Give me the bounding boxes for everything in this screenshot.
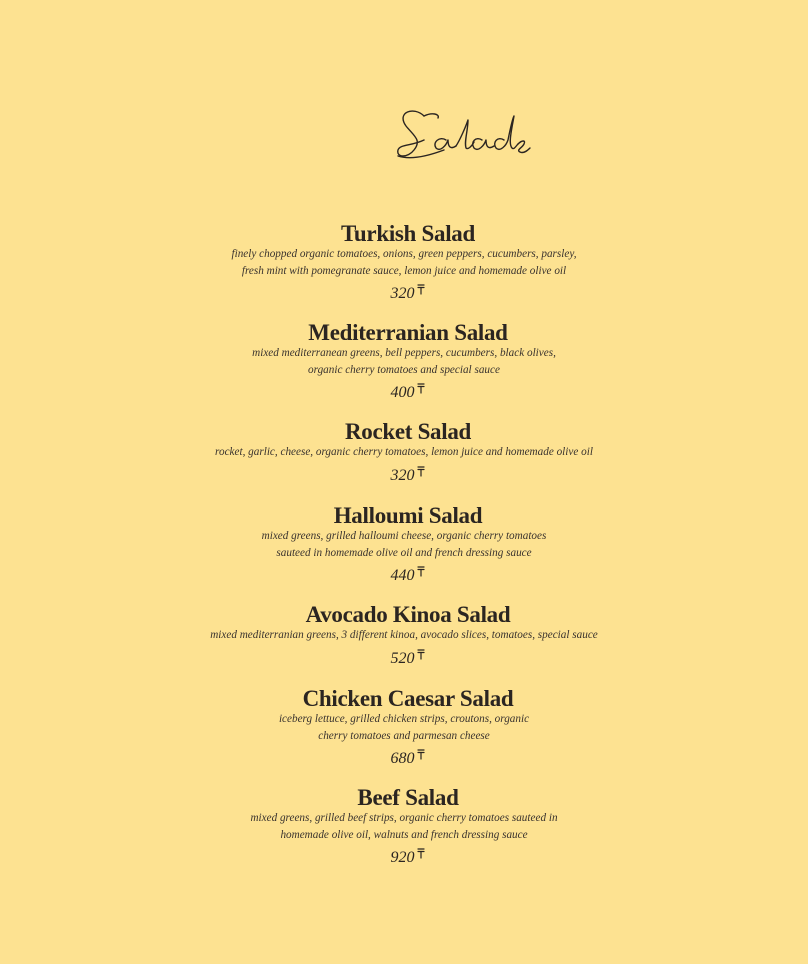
item-description-line: mixed mediterranean greens, bell peppers, cucumbers, black olives, <box>252 347 556 359</box>
menu-item-beef-salad <box>0 786 808 869</box>
menu-item-avocado-kinoa-salad <box>0 603 808 670</box>
item-description-line: fresh mint with pomegranate sauce, lemon juice and homemade olive oil <box>241 264 567 277</box>
menu-item-turkish-salad <box>0 222 808 305</box>
menu-item-chicken-caesar-salad <box>0 687 808 770</box>
item-price: 320 <box>390 285 415 302</box>
item-name: Beef Salad <box>357 785 459 810</box>
item-description-line: mixed greens, grilled beef strips, organic cherry tomatoes sauteed in <box>250 812 558 824</box>
item-price-row <box>8 465 808 487</box>
item-description-line: mixed greens, grilled halloumi cheese, organic cherry tomatoes <box>261 530 547 542</box>
item-price: 440 <box>390 567 415 584</box>
tenge-currency-icon <box>416 283 426 295</box>
item-price-row <box>8 847 808 869</box>
item-name: Rocket Salad <box>344 419 472 444</box>
item-price-row <box>8 648 808 670</box>
item-description-line: cherry tomatoes and parmesan cheese <box>318 729 490 742</box>
tenge-currency-icon <box>416 648 426 660</box>
tenge-currency-icon <box>416 748 426 760</box>
item-description-line: mixed mediterranian greens, 3 different kinoa, avocado slices, tomatoes, special sauce <box>210 629 598 641</box>
menu-item-rocket-salad <box>0 420 808 487</box>
menu-item-mediterranian-salad <box>0 321 808 404</box>
item-name: Halloumi Salad <box>333 503 483 528</box>
menu-item-halloumi-salad <box>0 504 808 587</box>
section-title-logo <box>384 100 534 168</box>
item-price-row <box>8 748 808 770</box>
item-name: Turkish Salad <box>341 221 475 246</box>
item-price-row <box>8 283 808 305</box>
item-description-line: iceberg lettuce, grilled chicken strips, croutons, organic <box>278 713 530 725</box>
tenge-currency-icon <box>416 465 426 477</box>
item-price: 320 <box>390 466 415 484</box>
item-name: Chicken Caesar Salad <box>302 686 514 711</box>
item-description-line: finely chopped organic tomatoes, onions, green peppers, cucumbers, parsley, <box>231 248 577 260</box>
item-price: 680 <box>390 750 415 767</box>
item-description-line: organic cherry tomatoes and special sauce <box>308 363 500 376</box>
salads-script-lettering <box>384 100 534 168</box>
item-price-row <box>8 565 808 587</box>
item-price-row <box>8 382 808 404</box>
item-description-line: sauteed in homemade olive oil and french dressing sauce <box>276 546 532 559</box>
item-name: Avocado Kinoa Salad <box>305 602 511 627</box>
item-price: 920 <box>390 849 415 866</box>
tenge-currency-icon <box>416 382 426 394</box>
item-price: 400 <box>390 384 415 401</box>
item-price: 520 <box>390 649 415 667</box>
item-name: Mediterranian Salad <box>308 320 508 345</box>
item-description-line: homemade olive oil, walnuts and french dressing sauce <box>280 828 528 841</box>
tenge-currency-icon <box>416 847 426 859</box>
item-description-line: rocket, garlic, cheese, organic cherry tomatoes, lemon juice and homemade olive oil <box>215 446 593 458</box>
tenge-currency-icon <box>416 565 426 577</box>
